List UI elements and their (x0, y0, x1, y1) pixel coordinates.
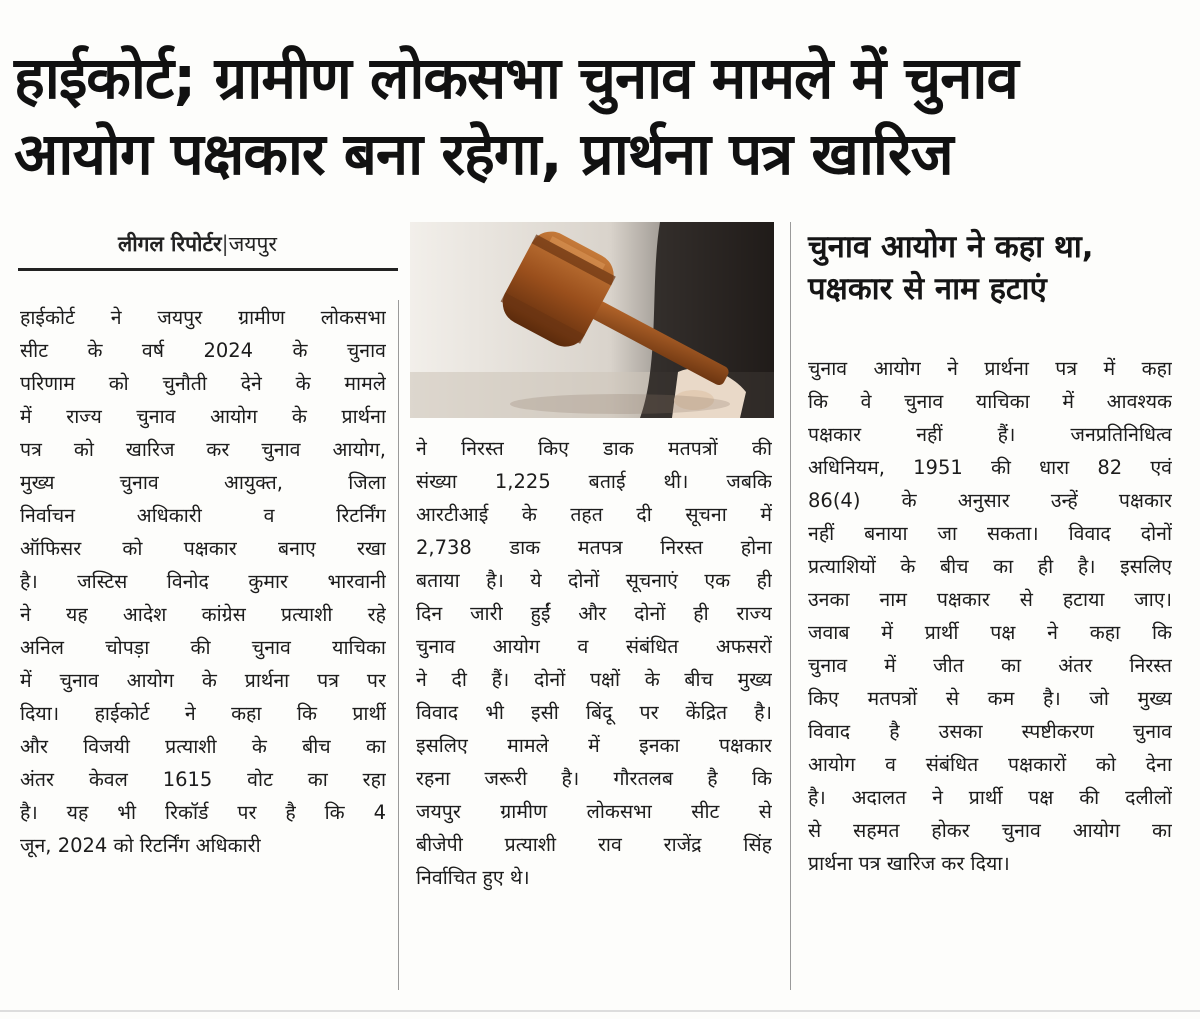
text-line: पत्र को खारिज कर चुनाव आयोग, (20, 438, 386, 461)
text-line: बीजेपी प्रत्याशी राव राजेंद्र सिंह (416, 833, 772, 856)
text-line: ने यह आदेश कांग्रेस प्रत्याशी रहे (20, 603, 386, 626)
gavel-photo (410, 222, 774, 418)
text-line: जवाब में प्रार्थी पक्ष ने कहा कि (808, 621, 1172, 644)
gavel-image (410, 222, 774, 418)
text-line: में राज्य चुनाव आयोग के प्रार्थना (20, 405, 386, 428)
text-line: से सहमत होकर चुनाव आयोग का (808, 819, 1172, 842)
text-line: 86(4) के अनुसार उन्हें पक्षकार (808, 489, 1172, 512)
column-divider (398, 300, 399, 990)
text-line: चुनाव आयोग व संबंधित अफसरों (416, 635, 772, 658)
subheading-line: पक्षकार से नाम हटाएं (808, 271, 1047, 307)
text-line: ने निरस्त किए डाक मतपत्रों की (416, 437, 772, 460)
text-line: ऑफिसर को पक्षकार बनाए रखा (20, 537, 386, 560)
text-line: हाईकोर्ट ने जयपुर ग्रामीण लोकसभा (20, 306, 386, 329)
byline-city: जयपुर (228, 232, 277, 256)
article-column-3 (808, 352, 1172, 880)
text-line: सीट के वर्ष 2024 के चुनाव (20, 339, 386, 362)
text-line: प्रत्याशियों के बीच का ही है। इसलिए (808, 555, 1172, 578)
text-line: है। अदालत ने प्रार्थी पक्ष की दलीलों (808, 786, 1172, 809)
byline (118, 230, 277, 258)
text-line: इसलिए मामले में इनका पक्षकार (416, 734, 772, 757)
text-line: है। यह भी रिकॉर्ड पर है कि 4 (20, 801, 386, 824)
text-line: जून, 2024 को रिटर्निंग अधिकारी (20, 834, 261, 857)
text-line: निर्वाचन अधिकारी व रिटर्निंग (20, 504, 386, 527)
text-line: दिया। हाईकोर्ट ने कहा कि प्रार्थी (20, 702, 386, 725)
text-line: ने दी हैं। दोनों पक्षों के बीच मुख्य (416, 668, 772, 691)
text-line: किए मतपत्रों से कम है। जो मुख्य (808, 687, 1172, 710)
text-line: विवाद भी इसी बिंदू पर केंद्रित है। (416, 701, 772, 724)
bottom-edge (0, 1010, 1200, 1012)
headline-line: आयोग पक्षकार बना रहेगा, प्रार्थना पत्र खारिज (14, 120, 953, 188)
text-line: है। जस्टिस विनोद कुमार भारवानी (20, 570, 386, 593)
text-line: नहीं बनाया जा सकता। विवाद दोनों (808, 522, 1172, 545)
text-line: उनका नाम पक्षकार से हटाया जाए। (808, 588, 1172, 611)
text-line: पक्षकार नहीं हैं। जनप्रतिनिधित्व (808, 423, 1172, 446)
byline-rule (18, 268, 398, 271)
article-column-2 (416, 432, 772, 894)
article-column-1 (20, 301, 386, 862)
text-line: अधिनियम, 1951 की धारा 82 एवं (808, 456, 1172, 479)
headline-line: हाईकोर्ट; ग्रामीण लोकसभा चुनाव मामले में चुनाव (14, 44, 1018, 112)
text-line: 2,738 डाक मतपत्र निरस्त होना (416, 536, 772, 559)
text-line: और विजयी प्रत्याशी के बीच का (20, 735, 386, 758)
byline-separator: | (221, 232, 229, 256)
text-line: चुनाव आयोग ने प्रार्थना पत्र में कहा (808, 357, 1172, 380)
text-line: आयोग व संबंधित पक्षकारों को देना (808, 753, 1172, 776)
text-line: अनिल चोपड़ा की चुनाव याचिका (20, 636, 386, 659)
text-line: जयपुर ग्रामीण लोकसभा सीट से (416, 800, 772, 823)
text-line: बताया है। ये दोनों सूचनाएं एक ही (416, 569, 772, 592)
text-line: विवाद है उसका स्पष्टीकरण चुनाव (808, 720, 1172, 743)
text-line: में चुनाव आयोग के प्रार्थना पत्र पर (20, 669, 386, 692)
text-line: मुख्य चुनाव आयुक्त, जिला (20, 471, 386, 494)
subheading-line: चुनाव आयोग ने कहा था, (808, 229, 1094, 265)
text-line: दिन जारी हुईं और दोनों ही राज्य (416, 602, 772, 625)
text-line: अंतर केवल 1615 वोट का रहा (20, 768, 386, 791)
text-line: निर्वाचित हुए थे। (416, 866, 530, 889)
text-line: प्रार्थना पत्र खारिज कर दिया। (808, 852, 1010, 875)
byline-reporter: लीगल रिपोर्टर (118, 232, 222, 256)
text-line: रहना जरूरी है। गौरतलब है कि (416, 767, 772, 790)
text-line: परिणाम को चुनौती देने के मामले (20, 372, 386, 395)
headline (14, 40, 1186, 192)
subheading (808, 226, 1188, 310)
column-divider (790, 222, 791, 990)
text-line: आरटीआई के तहत दी सूचना में (416, 503, 772, 526)
text-line: कि वे चुनाव याचिका में आवश्यक (808, 390, 1172, 413)
text-line: चुनाव में जीत का अंतर निरस्त (808, 654, 1172, 677)
text-line: संख्या 1,225 बताई थी। जबकि (416, 470, 772, 493)
